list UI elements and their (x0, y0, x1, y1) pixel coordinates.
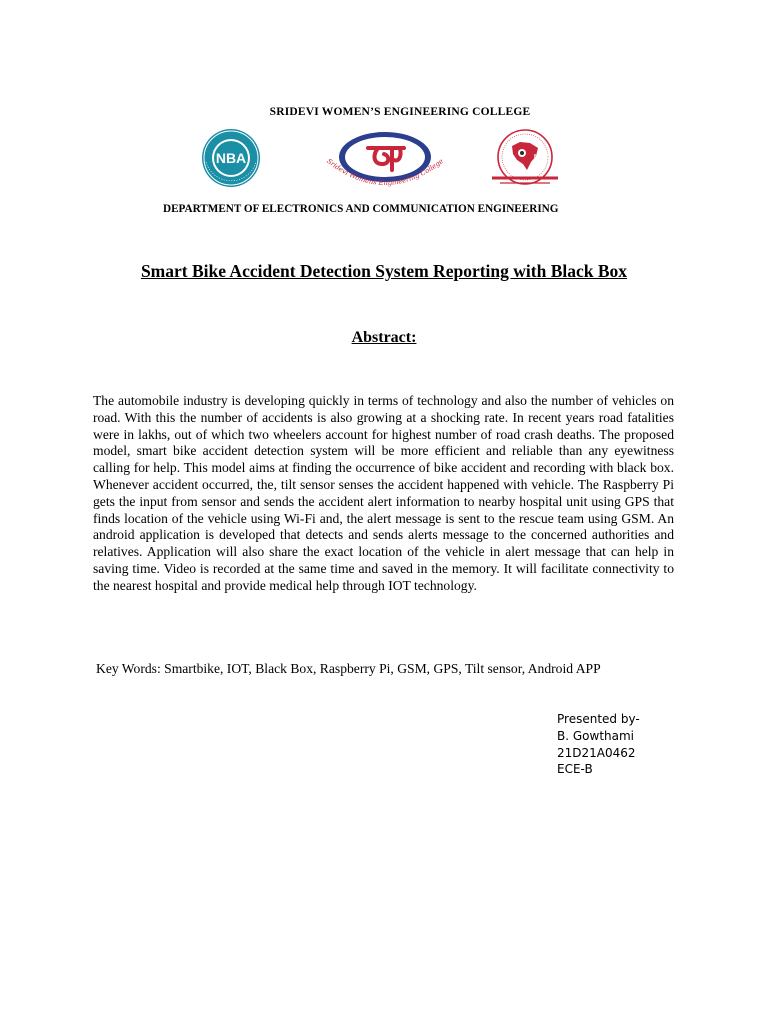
presenter-roll-number: 21D21A0462 (557, 745, 636, 760)
abstract-heading: Abstract: (351, 329, 417, 346)
department-name: DEPARTMENT OF ELECTRONICS AND COMMUNICATION ENGINEERING (163, 203, 559, 215)
svg-text:NAAC: NAAC (534, 154, 550, 160)
nba-logo-icon (198, 128, 264, 188)
presenter-name: B. Gowthami (557, 728, 635, 743)
presenter-section: ECE-B (557, 762, 593, 777)
document-title: Smart Bike Accident Detection System Reporting with Black Box (140, 261, 628, 281)
keywords: Key Words: Smartbike, IOT, Black Box, Raspberry Pi, GSM, GPS, Tilt sensor, Android APP (96, 661, 601, 676)
abstract-body: The automobile industry is developing quickly in terms of technology and also the number of vehicles on road. With this the number of accidents is also growing at a shocking rate. In recent years road fatalities were in lakhs, out of which two wheelers account for highest number of road crash deaths. The proposed model, smart bike accident detection system will be more efficient and reliable than any eyewitness calling for help. This model aims at finding the occurrence of bike accident and recording with black box. Whenever accident occurred, the, tilt sensor senses the accident happened with vehicle. The Raspberry Pi gets the input from sensor and sends the accident alert information to nearby hospital unit using GPS that finds location of the vehicle using Wi-Fi and, the alert message is sent to the rescue team using GSM. An android application is developed that detects and sends alerts message to the concerned authorities and relatives. Application will also share the exact location of the vehicle in alert message that can help in saving time. Video is recorded at the same time and saved in the memory. It will facilitate connectivity to the nearest hospital and provide medical help through IOT technology. (93, 393, 674, 593)
svg-text:Sridevi Womens Engineering Col: Sridevi Womens Engineering College (325, 157, 445, 188)
college-emblem-icon (320, 130, 450, 194)
presenter-block (557, 711, 640, 778)
svg-text:NBA: NBA (215, 150, 247, 166)
college-name: SRIDEVI WOMEN’S ENGINEERING COLLEGE (269, 106, 531, 118)
naac-logo-icon (486, 128, 564, 190)
presenter-label: Presented by- (557, 712, 640, 726)
